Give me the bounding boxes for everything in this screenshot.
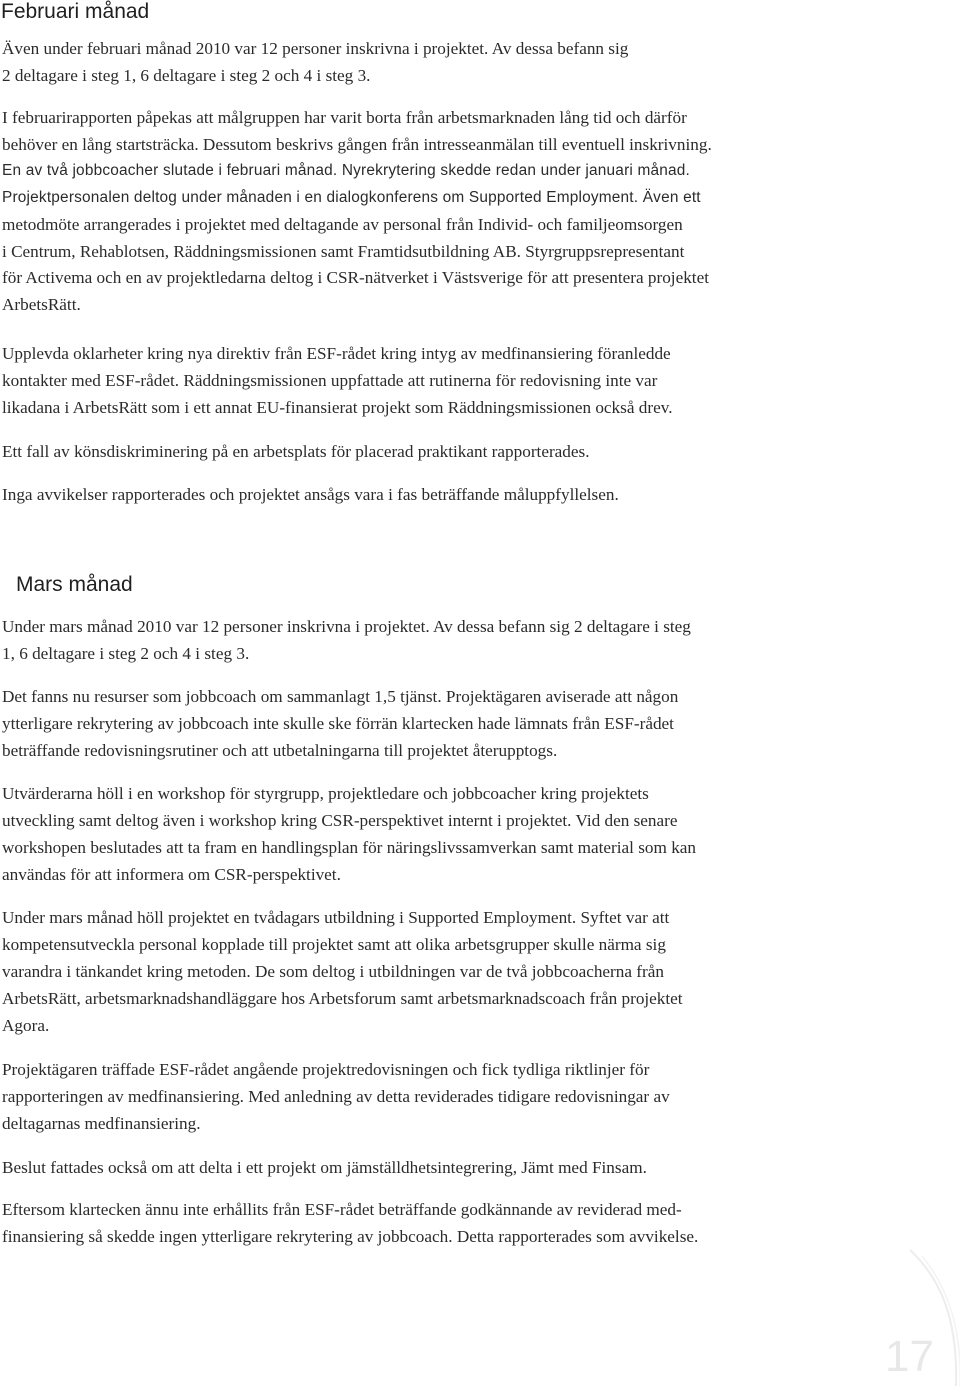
text-line: kompetensutveckla personal kopplade till projektet samt att olika arbetsgrupper skulle närma sig [2,935,666,954]
page-number: 17 [885,1332,934,1381]
text-line: Även under februari månad 2010 var 12 personer inskrivna i projektet. Av dessa befann sig [2,39,629,58]
text-line: behöver en lång startsträcka. Dessutom beskrivs gången från intresseanmälan till eventuell inskrivning. [2,134,712,154]
section-heading-february: Februari månad [1,0,150,23]
text-line: deltagarnas medfinansiering. [2,1114,201,1133]
text-line: Inga avvikelser rapporterades och projektet ansågs vara i fas beträffande måluppfyllelsen. [2,485,619,504]
text-line: användas för att informera om CSR-perspektivet. [2,865,341,884]
text-line: Under mars månad höll projektet en tvådagars utbildning i Supported Employment. Syftet var att [2,908,670,927]
text-line: 1, 6 deltagare i steg 2 och 4 i steg 3. [2,644,250,663]
mar-paragraph-5 [2,1056,894,1137]
text-line: beträffande redovisningsrutiner och att utbetalningarna till projektet återupptogs. [2,741,558,760]
mar-paragraph-6 [2,1154,894,1181]
text-line: likadana i ArbetsRätt som i ett annat EU-finansierat projekt som Räddningsmissionen också drev. [2,398,673,417]
feb-paragraph-2 [2,105,894,319]
text-line: Projektpersonalen deltog under månaden i en dialogkonferens om Supported Employment. Även ett [2,189,701,207]
text-line: metodmöte arrangerades i projektet med deltagande av personal från Individ- och familjeomsorgen [2,214,683,234]
text-line: Utvärderarna höll i en workshop för styrgrupp, projektledare och jobbcoacher kring projektets [2,784,649,803]
text-line: i Centrum, Rehablotsen, Räddningsmissionen samt Framtidsutbildning AB. Styrgruppsrepresentant [2,241,685,261]
text-line: finansiering så skedde ingen ytterligare rekrytering av jobbcoach. Detta rapporterades som avvikelse. [2,1227,699,1246]
text-line: 2 deltagare i steg 1, 6 deltagare i steg 2 och 4 i steg 3. [2,66,371,85]
text-line: för Activema och en av projektledarna deltog i CSR-nätverket i Västsverige för att presentera projektet [2,268,709,288]
text-line: utveckling samt deltog även i workshop kring CSR-perspektivet internt i projektet. Vid den senare [2,811,678,830]
text-line: I februarirapporten påpekas att målgruppen har varit borta från arbetsmarknaden lång tid och därför [2,108,687,127]
mar-paragraph-2 [2,683,894,764]
text-line: Upplevda oklarheter kring nya direktiv från ESF-rådet kring intyg av medfinansiering föranledde [2,344,671,363]
mar-paragraph-3 [2,780,894,888]
text-line: ArbetsRätt, arbetsmarknadshandläggare hos Arbetsforum samt arbetsmarknadscoach från projektet [2,989,683,1008]
section-heading-march: Mars månad [16,573,133,596]
text-line: kontakter med ESF-rådet. Räddningsmissionen uppfattade att rutinerna för redovisning inte var [2,371,658,390]
text-line: Ett fall av könsdiskriminering på en arbetsplats för placerad praktikant rapporterades. [2,442,590,461]
feb-paragraph-5 [2,481,894,508]
text-line: Beslut fattades också om att delta i ett projekt om jämställdhetsintegrering, Jämt med Finsam. [2,1158,647,1177]
text-line: Det fanns nu resurser som jobbcoach om sammanlagt 1,5 tjänst. Projektägaren aviserade att någon [2,687,679,706]
feb-paragraph-4 [2,438,894,465]
text-line: workshopen beslutades att ta fram en handlingsplan för näringslivssamverkan samt material som kan [2,838,697,857]
text-line: Projektägaren träffade ESF-rådet angående projektredovisningen och fick tydliga riktlinjer för [2,1060,650,1079]
text-line: Eftersom klartecken ännu inte erhållits från ESF-rådet beträffande godkännande av reviderad med- [2,1200,682,1219]
text-line: rapporteringen av medfinansiering. Med anledning av detta reviderades tidigare redovisningar av [2,1087,670,1106]
text-line: En av två jobbcoacher slutade i februari månad. Nyrekrytering skedde redan under januari månad. [2,162,691,180]
text-line: Agora. [2,1016,50,1035]
text-line: ArbetsRätt. [2,294,81,314]
text-line: varandra i tänkandet kring metoden. De som deltog i utbildningen var de två jobbcoacherna från [2,962,664,981]
text-line: Under mars månad 2010 var 12 personer inskrivna i projektet. Av dessa befann sig 2 deltagare i steg [2,617,691,636]
mar-paragraph-1 [2,613,894,667]
mar-paragraph-4 [2,904,894,1039]
feb-paragraph-3 [2,340,894,421]
feb-paragraph-1 [2,35,894,89]
mar-paragraph-7 [2,1196,894,1250]
text-line: ytterligare rekrytering av jobbcoach inte skulle ske förrän klartecken hade lämnats från ESF-rådet [2,714,674,733]
